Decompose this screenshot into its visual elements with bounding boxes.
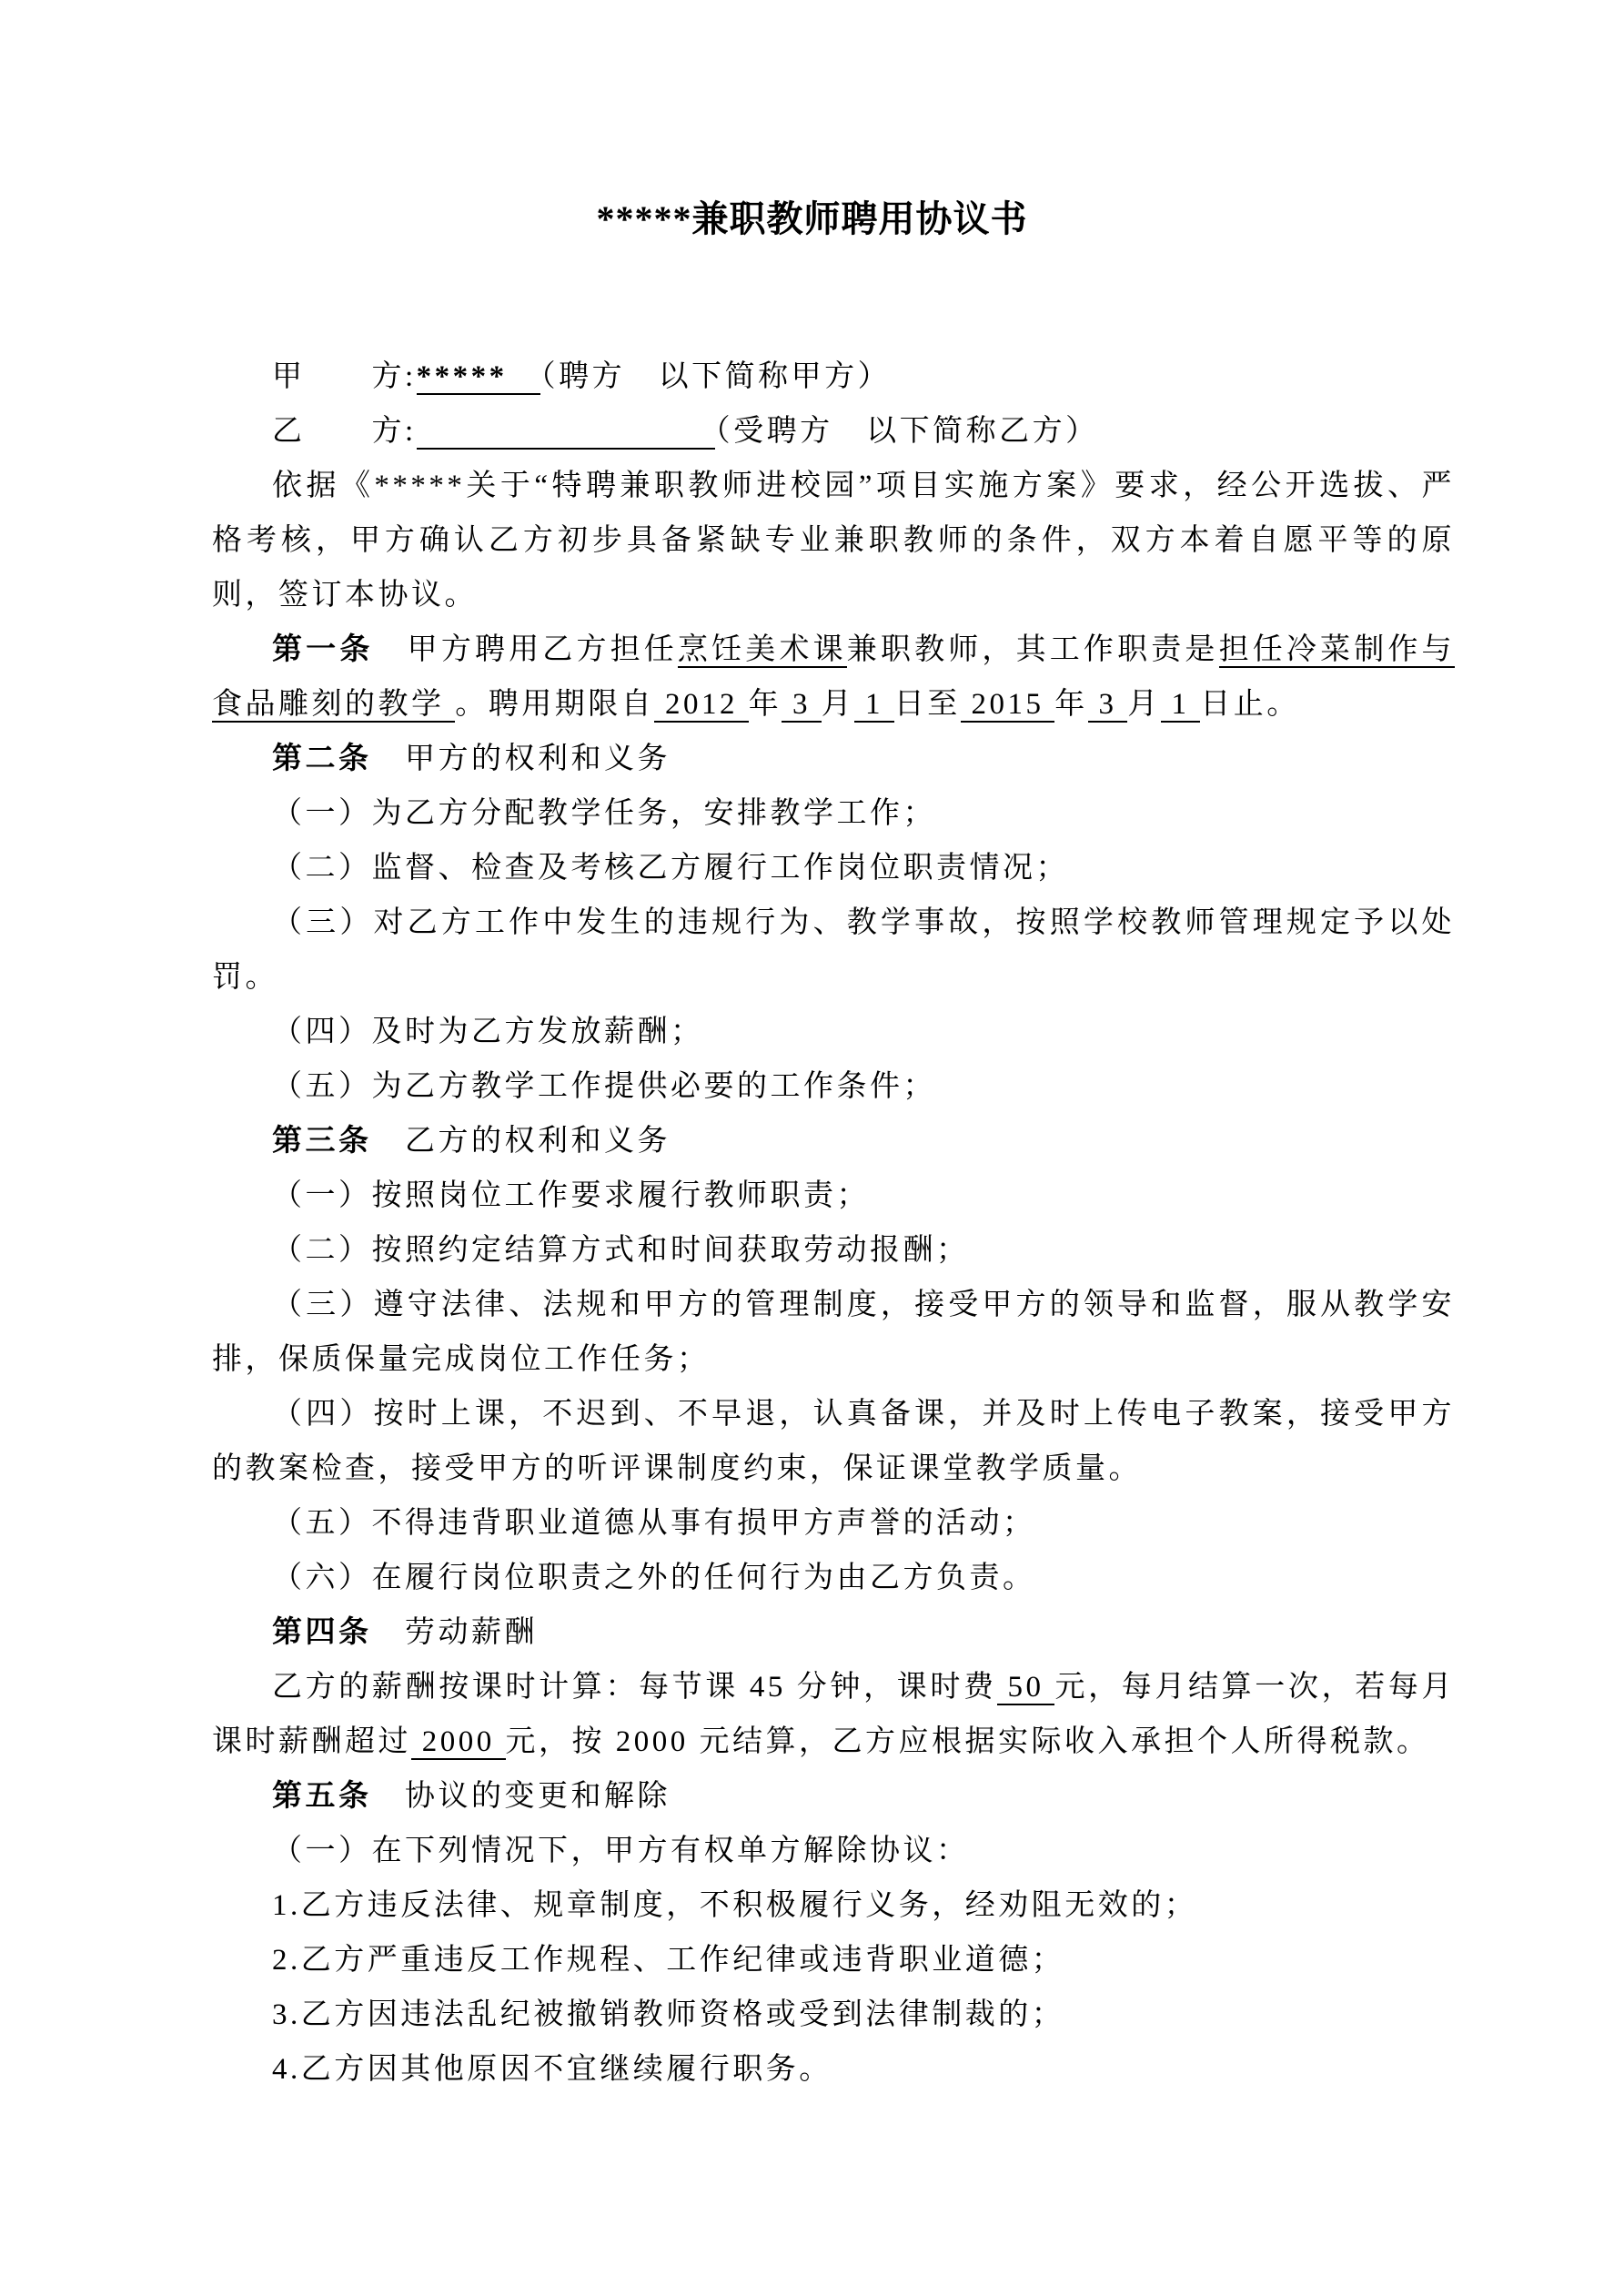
clause-2-heading: 第二条 甲方的权利和义务: [272, 743, 671, 775]
end-month-value: 3: [1087, 688, 1128, 721]
clause-3-item-1: （一）按照岗位工作要求履行教师职责；: [272, 1179, 870, 1212]
party-b-name-blank: [417, 415, 716, 450]
monthly-cap-value: 2000: [411, 1725, 506, 1758]
subject-course-value: 烹饪美术课: [677, 633, 847, 666]
party-a-line: 甲 方:***** （聘方 以下简称甲方）: [272, 360, 892, 393]
preamble: 依据《*****关于“特聘兼职教师进校园”项目实施方案》要求，经公开选拔、严格考核，甲方确认乙方初步具备紧缺专业兼职教师的条件，双方本着自愿平等的原则，签订本协议。: [212, 470, 1455, 612]
document-body: [212, 349, 1455, 2097]
job-duty-value: 担任冷菜制作与食品雕刻的教学: [212, 633, 1456, 721]
clause-5-sub-4: 4.乙方因其他原因不宜继续履行职务。: [272, 2053, 832, 2086]
clause-1: 第一条 甲方聘用乙方担任烹饪美术课兼职教师，其工作职责是担任冷菜制作与食品雕刻的教学 。聘用期限自 2012 年 3 月 1 日至 2015 年 3 月 1 日止。: [212, 633, 1456, 721]
party-b-line: 乙 方: （受聘方 以下简称乙方）: [272, 415, 1099, 448]
clause-5-sub-1: 1.乙方违反法律、规章制度，不积极履行义务，经劝阻无效的；: [272, 1889, 1198, 1922]
hourly-fee-value: 50: [996, 1671, 1055, 1704]
clause-3-item-3: （三）遵守法律、法规和甲方的管理制度，接受甲方的领导和监督，服从教学安排，保质保量完成岗位工作任务；: [212, 1289, 1455, 1376]
clause-5-item-1: （一）在下列情况下，甲方有权单方解除协议：: [272, 1835, 970, 1867]
clause-3-item-2: （二）按照约定结算方式和时间获取劳动报酬；: [272, 1234, 970, 1267]
clause-4-heading: 第四条 劳动薪酬: [272, 1616, 538, 1649]
clause-3-item-5: （五）不得违背职业道德从事有损甲方声誉的活动；: [272, 1507, 1036, 1540]
clause-5-sub-2: 2.乙方严重违反工作规程、工作纪律或违背职业道德；: [272, 1944, 1065, 1977]
start-day-value: 1: [854, 688, 894, 721]
clause-4-salary: 乙方的薪酬按课时计算：每节课 45 分钟，课时费 50 元，每月结算一次，若每月课时薪酬超过 2000 元，按 2000 元结算，乙方应根据实际收入承担个人所得税款。: [212, 1671, 1456, 1758]
end-year-value: 2015: [960, 688, 1055, 721]
clause-5-heading: 第五条 协议的变更和解除: [272, 1780, 671, 1813]
start-month-value: 3: [782, 688, 822, 721]
document-title: *****兼职教师聘用协议书: [596, 198, 1028, 239]
clause-3-item-6: （六）在履行岗位职责之外的任何行为由乙方负责。: [272, 1562, 1036, 1594]
clause-2-item-5: （五）为乙方教学工作提供必要的工作条件；: [272, 1070, 936, 1103]
party-a-name-blank: [508, 360, 541, 395]
clause-2-item-2: （二）监督、检查及考核乙方履行工作岗位职责情况；: [272, 852, 1069, 885]
clause-3-heading: 第三条 乙方的权利和义务: [272, 1125, 671, 1158]
clause-2-item-4: （四）及时为乙方发放薪酬；: [272, 1016, 704, 1048]
clause-5-sub-3: 3.乙方因违法乱纪被撤销教师资格或受到法律制裁的；: [272, 1998, 1065, 2031]
clause-2-item-3: （三）对乙方工作中发生的违规行为、教学事故，按照学校教师管理规定予以处罚。: [212, 906, 1455, 994]
clause-2-item-1: （一）为乙方分配教学任务，安排教学工作；: [272, 797, 936, 830]
start-year-value: 2012: [654, 688, 749, 721]
clause-3-item-4: （四）按时上课，不迟到、不早退，认真备课，并及时上传电子教案，接受甲方的教案检查，接受甲方的听评课制度约束，保证课堂教学质量。: [212, 1398, 1455, 1485]
end-day-value: 1: [1160, 688, 1201, 721]
party-a-name-value: *****: [416, 360, 508, 393]
